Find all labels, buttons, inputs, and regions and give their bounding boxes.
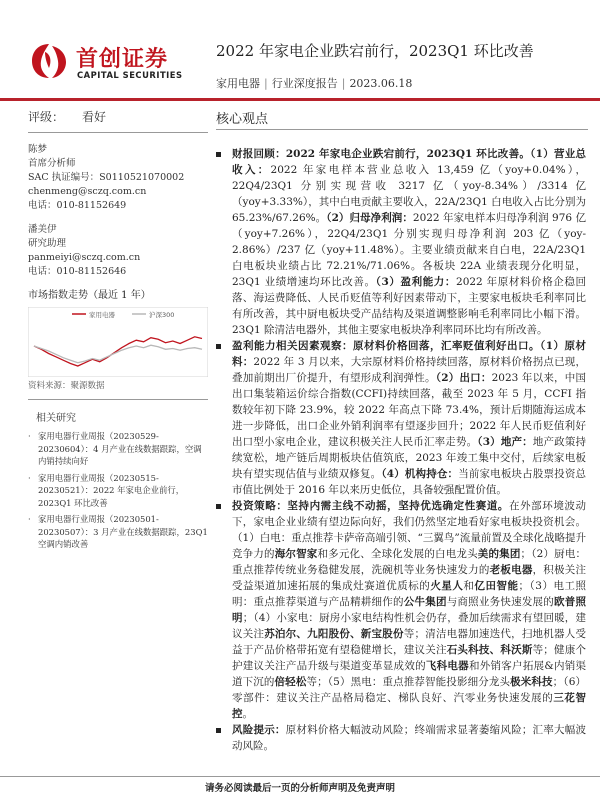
bold-text-run: 盈利能力相关因素观察：原材料价格回落，汇率贬值利好出口。（1）原材料：	[232, 340, 586, 368]
related-item[interactable]	[28, 430, 208, 468]
market-chart-svg	[28, 307, 208, 377]
market-chart-source: 资料来源：聚源数据	[28, 381, 105, 391]
bold-text-run: 老板电器	[489, 564, 533, 576]
brand-logo	[28, 40, 196, 90]
text-run: 2022 年原材料价格企稳回落、海运费降低、人民币贬值等利好因素带动下，主要家电板块毛利率同比有所改善，其中厨电板块受产品结构及渠道调整影响毛利率同比小幅下滑。23Q1 除清洁电器外，其他主要家电板块净利率同环比均有所改善。	[232, 276, 586, 336]
bold-text-run: 三花智控	[232, 692, 587, 720]
bold-text-run: （3）地产：	[477, 436, 533, 448]
text-run: ；（3）电工照明：重点推荐渠道与产品精耕细作的	[232, 580, 587, 608]
market-chart	[28, 307, 208, 377]
related-item-text[interactable]: 家用电器行业周报（20230501-20230507）：3 月产业在线数据跟踪，23Q1 空调内销改善	[38, 514, 208, 549]
core-paragraph	[216, 146, 586, 338]
bold-text-run: 火星人	[430, 580, 464, 592]
bold-text-run: （2）出口：	[435, 372, 492, 384]
report-title: 2022 年家电企业跌宕前行，2023Q1 环比改善	[216, 42, 534, 60]
bullet	[216, 504, 221, 509]
core-divider	[216, 129, 588, 130]
text-run: 等；清洁电器加速迭代，扫地机器人受益于产品价格带拓宽有望稳健增长，建议关注	[232, 628, 586, 656]
bold-text-run: 石头科技、科沃斯	[446, 644, 533, 656]
core-paragraph	[216, 498, 586, 722]
bold-text-run: 海尔智家	[274, 548, 318, 560]
text-run: 和多元化、全球化发展的白电龙头	[317, 548, 478, 560]
bullet	[216, 728, 221, 733]
bold-text-run: 欧普照明	[232, 596, 586, 624]
paragraph-body	[232, 146, 586, 338]
text-run: 原材料价格大幅波动风险；终端需求显著萎缩风险；汇率大幅波动风险。	[232, 724, 586, 752]
brand-emblem-icon	[28, 40, 70, 82]
analyst-role: 首席分析师	[28, 158, 76, 169]
analyst-name: 陈梦	[28, 144, 48, 155]
text-run: 和	[463, 580, 475, 592]
bullet: ·	[28, 431, 31, 441]
bullet: ·	[28, 514, 31, 524]
analyst-role: 研究助理	[28, 238, 67, 249]
bold-text-run: 财报回顾：2022 年家电企业跌宕前行，2023Q1 环比改善。（1）营业总收入：	[232, 148, 586, 176]
text-run: 2023 年以来，中国出口集装箱运价综合指数(CCFI)持续回落，截至 2023 年 5 月，CCFI 指数较年初下降 23.9%，较 2022 年高点下降 73.4%，预计后期随海运成本进一步降低，出口企业外销利润率有望逐步回升；2022 年人民币贬值利好出口型小家电企业，建议积极关注人民币汇率走势。	[232, 372, 586, 448]
analyst-cert: SAC 执证编号：S0110521070002	[28, 172, 185, 183]
report-industry: 家用电器	[216, 77, 260, 90]
text-run: 2022 年 3 月以来，大宗原材料价格持续回落，原材料价格拐点已现，叠加前期出厂价提升，有望形成利润弹性。	[232, 356, 587, 384]
related-item[interactable]	[28, 513, 208, 551]
footer-divider	[0, 776, 600, 777]
legend-label: 沪深300	[149, 311, 175, 319]
brand-name-en: CAPITAL SECURITIES	[77, 70, 183, 80]
bold-text-run: 风险提示：	[232, 724, 286, 736]
related-item[interactable]	[28, 472, 208, 510]
text-run: 在外部环境波动下，家电企业业绩有望边际向好，我们仍然坚定地看好家电板块投资机会。（1）白电：重点推荐卡萨帝高端引领、“三翼鸟”流量前置及全球化战略提升竞争力的	[232, 500, 586, 560]
analyst-name: 潘美伊	[28, 224, 57, 235]
text-run: ，积极关注受益渠道加速拓展的集成灶赛道优质标的	[232, 564, 586, 592]
rating-row	[28, 110, 208, 124]
sidebar-divider	[28, 132, 208, 133]
rating-value: 看好	[82, 110, 107, 124]
text-run: 2022 年家电样本归母净利润 976 亿（yoy+7.26%），22Q4/23Q1 分别实现归母净利润 203 亿（yoy-2.86%）/237 亿（yoy+11.48%）。主要业绩贡献来自白电，22A/23Q1 白电板块业绩占比 72.21%/71.06%。各板块 22A 业绩表现分化明显，23Q1 业绩增速均环比改善。	[232, 212, 586, 288]
text-run: 地产政策持续宽松，地产链后周期板块估值筑底，2023 年竣工集中交付，后续家电板块有望实现估值与业绩双修复。	[232, 436, 587, 480]
bold-text-run: 公牛集团	[403, 596, 447, 608]
text-run: ；（2）厨电：重点推荐传统业务稳健发展，洗碗机等业务快速发力的	[232, 548, 587, 576]
text-run: ；（4）小家电：厨房小家电结构性机会仍存，叠加后续需求有望回暖，建议关注	[232, 612, 586, 640]
bold-text-run: 倍轻松	[274, 676, 307, 688]
bullet: ·	[28, 472, 31, 483]
bold-text-run: （2）归母净利润：	[326, 212, 413, 224]
brand-name-cn: 首创证券	[76, 47, 169, 72]
text-run: 2022 年家电样本营业总收入 13,459 亿（yoy+0.04%），22Q4/23Q1 分别实现营收 3217 亿（yoy-8.34%）/3314 亿（yoy+3.33%），其中白电贡献主要收入，22A/23Q1 白电收入占比分别为 65.23%/67.26%。	[232, 164, 586, 224]
text-run: 等；健康个护建议关注产品升级与渠道变革显成效的	[232, 644, 586, 672]
market-chart-title: 市场指数走势（最近 1 年）	[28, 290, 151, 301]
paragraph-body	[232, 722, 586, 754]
header-divider	[0, 98, 600, 101]
sidebar	[28, 108, 208, 551]
report-date: 2023.06.18	[349, 77, 413, 90]
text-run: 等；（5）黑电：重点推荐智能投影细分龙头	[306, 676, 511, 688]
bold-text-run: 苏泊尔、九阳股份、新宝股份	[264, 628, 404, 640]
bullet	[216, 152, 221, 157]
bold-text-run: 飞科电器	[425, 660, 469, 672]
core-title: 核心观点	[216, 112, 269, 127]
related-item-text[interactable]: 家用电器行业周报（20230529-20230604）：4 月产业在线数据跟踪，空调内销持续向好	[38, 431, 202, 466]
related-item-text[interactable]: 家用电器行业周报（20230515-20230521）：2022 年家电企业前行，2023Q1 环比改善	[38, 472, 185, 508]
paragraph-body	[232, 338, 586, 498]
analyst-card	[28, 143, 208, 213]
core-paragraph	[216, 722, 586, 754]
bold-text-run: 亿田智能	[474, 580, 519, 592]
paragraph-body	[232, 498, 586, 722]
legend-label: 家用电器	[89, 311, 115, 319]
text-run: 当前家电板块占股票投资总市值比例处于 2016 年以来历史低位，具备较强配置价值。	[232, 468, 586, 496]
report-meta: 家用电器 | 行业深度报告 | 2023.06.18	[216, 77, 413, 90]
bullet	[216, 344, 221, 349]
bold-text-run: 美的集团	[477, 548, 521, 560]
analyst-phone: 电话：010-81152649	[28, 200, 127, 211]
related-title: 相关研究	[36, 413, 76, 424]
bold-text-run: 极米科技	[510, 676, 553, 688]
footer-disclaimer: 请务必阅读最后一页的分析师声明及免责声明	[204, 783, 395, 794]
bold-text-run: （4）机构持仓：	[381, 468, 459, 480]
bold-text-run: 投资策略：坚持内需主线不动摇，坚持优选确定性赛道。	[232, 500, 510, 512]
analyst-phone: 电话：010-81152646	[28, 266, 127, 277]
analyst-email[interactable]: panmeiyi@sczq.com.cn	[28, 252, 141, 263]
text-run: 。	[242, 708, 253, 720]
bold-text-run: （3）盈利能力：	[375, 276, 457, 288]
analyst-card	[28, 223, 208, 279]
sidebar-divider	[28, 399, 208, 400]
text-run: ；（6）零部件：建议关注产品格局稳定、梯队良好、汽零业务快速发展的	[232, 676, 587, 704]
analyst-email[interactable]: chenmeng@sczq.com.cn	[28, 186, 147, 197]
text-run: 与商照业务快速发展的	[446, 596, 555, 608]
rating-label: 评级：	[28, 110, 65, 124]
report-type: 行业深度报告	[271, 77, 338, 90]
core-paragraph	[216, 338, 586, 498]
text-run: 和外销客户拓展&内销渠道下沉的	[232, 660, 587, 688]
